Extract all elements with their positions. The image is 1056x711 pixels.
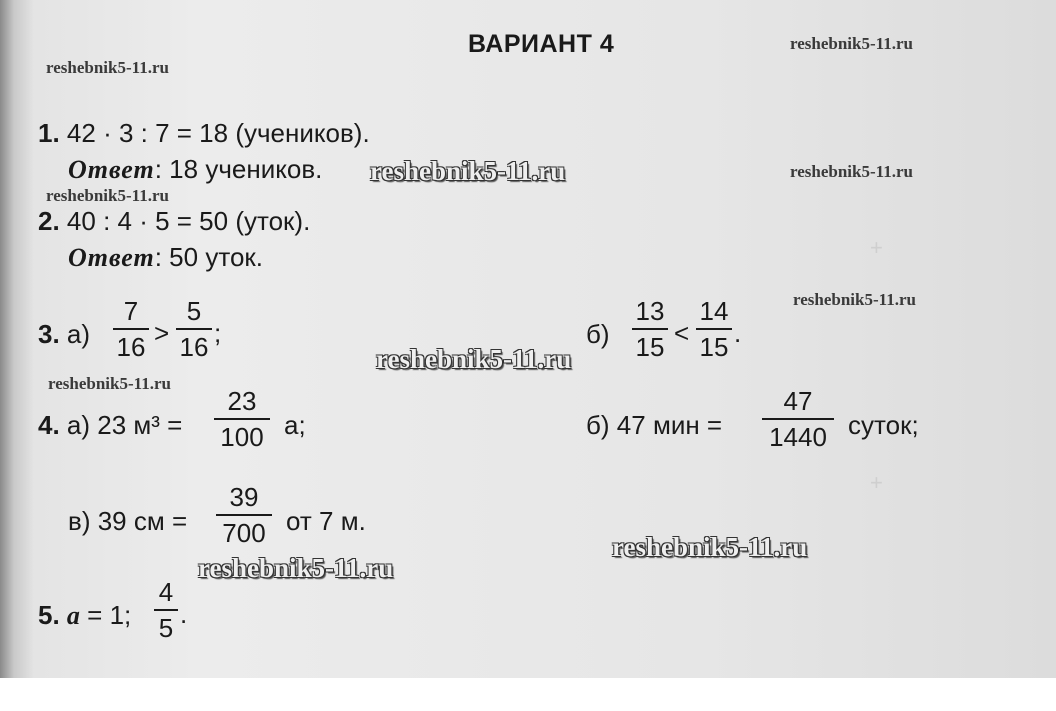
fraction xyxy=(176,296,212,362)
numerator: 7 xyxy=(123,296,139,326)
answer-text: : 18 учеников. xyxy=(154,154,323,184)
denominator: 700 xyxy=(222,518,266,548)
denominator: 1440 xyxy=(769,422,827,452)
problem-number: 5. xyxy=(38,600,60,630)
problem-expression: 40 : 4 · 5 = 50 (уток). xyxy=(66,206,311,236)
conversion-left: 39 см = xyxy=(97,506,188,536)
watermark-large: reshebnik5-11.ru xyxy=(376,344,572,374)
problem-number: 3. xyxy=(38,319,60,349)
watermark-large: reshebnik5-11.ru xyxy=(370,156,566,186)
watermark-small: reshebnik5-11.ru xyxy=(46,58,169,77)
problem-4-c xyxy=(68,506,187,537)
watermark-small: reshebnik5-11.ru xyxy=(46,186,169,205)
problem-2-answer xyxy=(68,242,263,273)
part-b-label: б) xyxy=(586,319,610,349)
conversion-left: 47 мин = xyxy=(616,410,723,440)
part-a-label: а) xyxy=(66,410,91,440)
problem-expression: 42 · 3 : 7 = 18 (учеников). xyxy=(66,118,370,148)
punctuation: ; xyxy=(214,318,222,348)
numerator: 5 xyxy=(186,296,202,326)
unit: суток; xyxy=(848,410,919,440)
fraction xyxy=(762,386,834,452)
unit: а; xyxy=(284,410,306,440)
problem-number: 1. xyxy=(38,118,60,148)
denominator: 100 xyxy=(220,422,264,452)
variable: a xyxy=(66,601,80,630)
numerator: 39 xyxy=(229,482,259,512)
watermark-small: reshebnik5-11.ru xyxy=(790,34,913,53)
punctuation: . xyxy=(734,318,742,348)
problem-2 xyxy=(38,206,310,237)
numerator: 4 xyxy=(158,577,174,607)
answer-text: : 50 уток. xyxy=(154,242,263,272)
watermark-small: reshebnik5-11.ru xyxy=(790,162,913,181)
punctuation: . xyxy=(180,599,188,629)
watermark-large: reshebnik5-11.ru xyxy=(198,553,394,583)
numerator: 23 xyxy=(227,386,257,416)
comparison-sign: < xyxy=(674,318,690,348)
bleed-through-mark: + xyxy=(870,470,883,495)
numerator: 47 xyxy=(783,386,813,416)
comparison-sign: > xyxy=(154,318,170,348)
problem-number: 4. xyxy=(38,410,60,440)
problem-4-b xyxy=(586,410,722,441)
problem-1 xyxy=(38,118,370,149)
fraction xyxy=(696,296,732,362)
numerator: 13 xyxy=(635,296,665,326)
watermark-small: reshebnik5-11.ru xyxy=(48,374,171,393)
bleed-through-mark: + xyxy=(870,235,883,260)
problem-3-label xyxy=(38,319,90,350)
denominator: 16 xyxy=(179,332,209,362)
fraction xyxy=(113,296,149,362)
denominator: 5 xyxy=(158,613,174,643)
answer-label: Ответ xyxy=(68,243,155,272)
part-a-label: а) xyxy=(66,319,91,349)
watermark-small: reshebnik5-11.ru xyxy=(793,290,916,309)
page-title: ВАРИАНТ 4 xyxy=(468,30,615,58)
problem-4-a xyxy=(38,410,182,441)
fraction xyxy=(154,577,178,643)
part-c-label: в) xyxy=(68,506,91,536)
page-bottom-margin xyxy=(0,678,1056,711)
unit: от 7 м. xyxy=(286,506,366,536)
answer-label: Ответ xyxy=(68,155,155,184)
equation: = 1; xyxy=(87,600,132,630)
part-b-label: б) xyxy=(586,410,610,440)
fraction xyxy=(216,482,272,548)
conversion-left: 23 м³ = xyxy=(97,410,183,440)
denominator: 15 xyxy=(699,332,729,362)
problem-5 xyxy=(38,600,131,631)
problem-1-answer xyxy=(68,154,322,185)
watermark-large: reshebnik5-11.ru xyxy=(612,532,808,562)
fraction xyxy=(214,386,270,452)
fraction xyxy=(632,296,668,362)
numerator: 14 xyxy=(699,296,729,326)
denominator: 16 xyxy=(116,332,146,362)
problem-number: 2. xyxy=(38,206,60,236)
denominator: 15 xyxy=(635,332,665,362)
